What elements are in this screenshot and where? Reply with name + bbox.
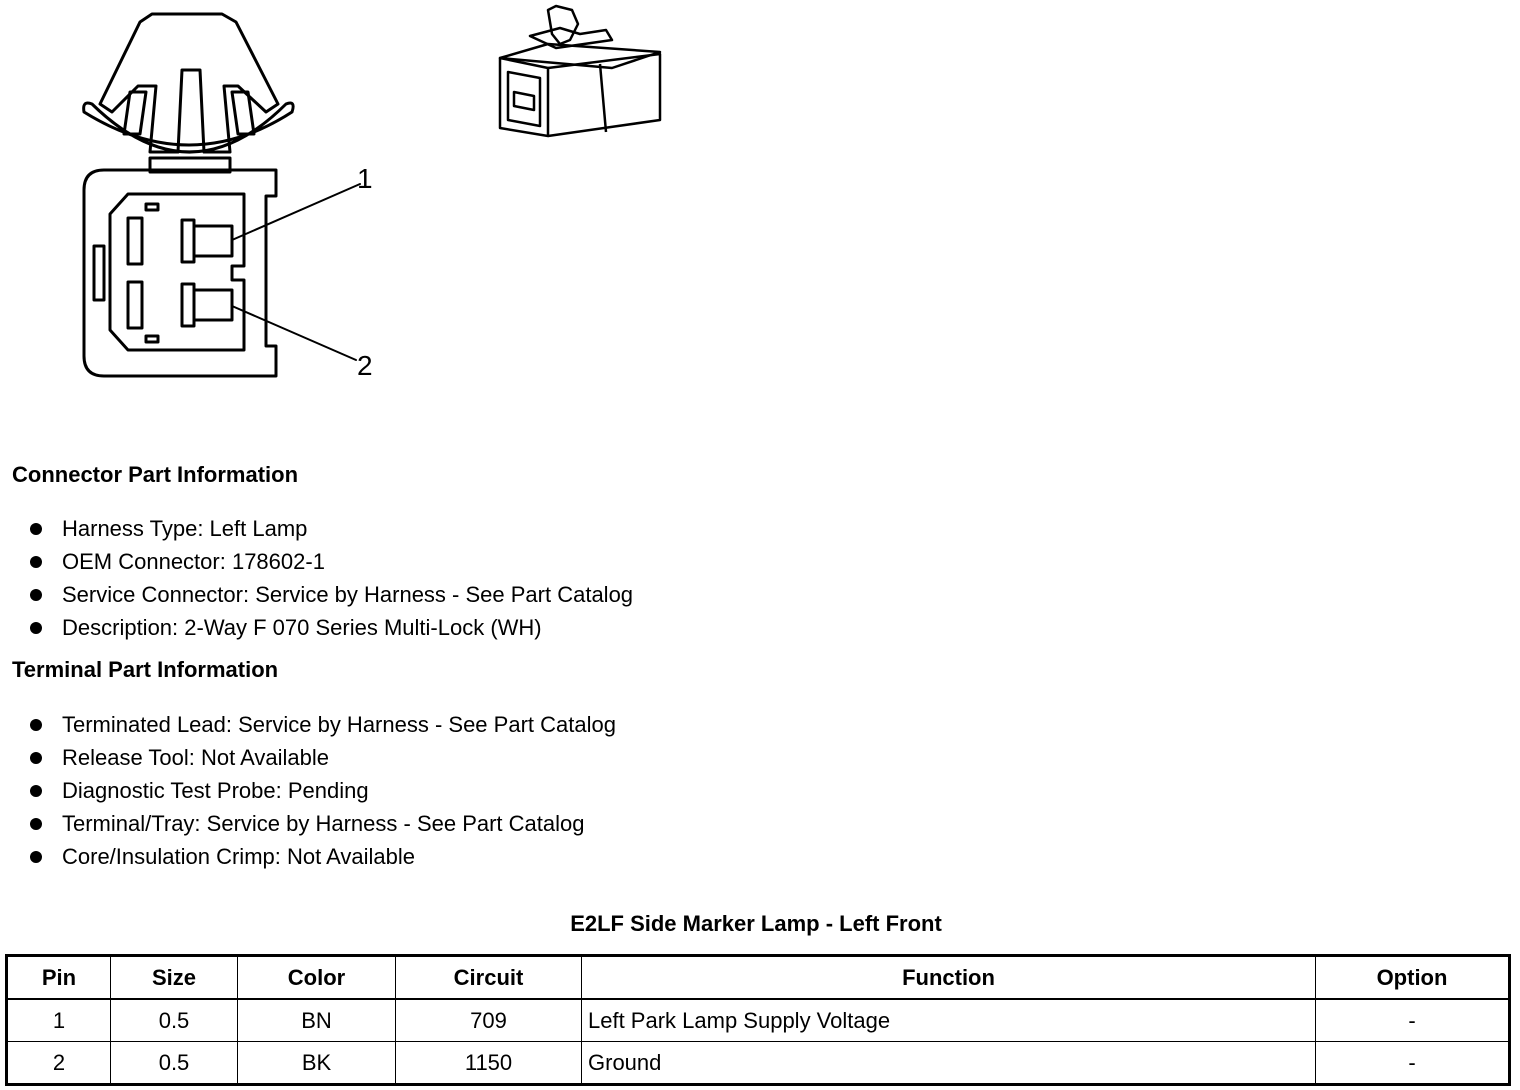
terminal-info-title: Terminal Part Information [12, 657, 279, 682]
list-item: OEM Connector: 178602-1 [0, 545, 633, 578]
header-size: Size [111, 956, 238, 1000]
list-item: Terminal/Tray: Service by Harness - See Part Catalog [0, 807, 616, 840]
pin-label-1: 1 [357, 163, 373, 194]
bullet-icon [30, 719, 42, 731]
pin-label-2: 2 [357, 350, 373, 381]
table-row [7, 999, 1510, 1042]
list-item: Description: 2-Way F 070 Series Multi-Lock (WH) [0, 611, 633, 644]
bullet-icon [30, 785, 42, 797]
list-item: Terminated Lead: Service by Harness - See Part Catalog [0, 708, 616, 741]
connector-face-icon [0, 0, 700, 420]
cell-pin: 1 [7, 999, 111, 1042]
cell-option: - [1316, 999, 1510, 1042]
list-item: Harness Type: Left Lamp [0, 512, 633, 545]
table-title: E2LF Side Marker Lamp - Left Front [570, 911, 942, 936]
cell-pin: 2 [7, 1042, 111, 1085]
connector-housing [84, 170, 276, 376]
cell-size: 0.5 [111, 999, 238, 1042]
connector-info-list [0, 512, 633, 644]
bullet-icon [30, 523, 42, 535]
header-function: Function [582, 956, 1316, 1000]
cell-size: 0.5 [111, 1042, 238, 1085]
terminal-info-list [0, 708, 616, 873]
cell-circuit: 1150 [396, 1042, 582, 1085]
cell-color: BN [238, 999, 396, 1042]
table-row [7, 1042, 1510, 1085]
list-item: Core/Insulation Crimp: Not Available [0, 840, 616, 873]
list-item: Release Tool: Not Available [0, 741, 616, 774]
table-header-row [7, 956, 1510, 1000]
header-option: Option [1316, 956, 1510, 1000]
list-item: Service Connector: Service by Harness - See Part Catalog [0, 578, 633, 611]
cell-circuit: 709 [396, 999, 582, 1042]
callout-line-2 [232, 306, 356, 360]
header-pin: Pin [7, 956, 111, 1000]
header-color: Color [238, 956, 396, 1000]
bullet-icon [30, 851, 42, 863]
pin-table [5, 954, 1511, 1086]
header-circuit: Circuit [396, 956, 582, 1000]
callout-line-1 [232, 184, 360, 240]
connector-diagram [0, 0, 700, 420]
terminal-2 [194, 290, 232, 320]
bullet-icon [30, 556, 42, 568]
connector-info-title: Connector Part Information [12, 462, 299, 487]
bullet-icon [30, 622, 42, 634]
cell-color: BK [238, 1042, 396, 1085]
bullet-icon [30, 818, 42, 830]
bullet-icon [30, 589, 42, 601]
connector-iso-view [500, 6, 660, 136]
terminal-1 [194, 226, 232, 256]
cell-option: - [1316, 1042, 1510, 1085]
list-item: Diagnostic Test Probe: Pending [0, 774, 616, 807]
bullet-icon [30, 752, 42, 764]
cell-function: Left Park Lamp Supply Voltage [582, 999, 1316, 1042]
cell-function: Ground [582, 1042, 1316, 1085]
